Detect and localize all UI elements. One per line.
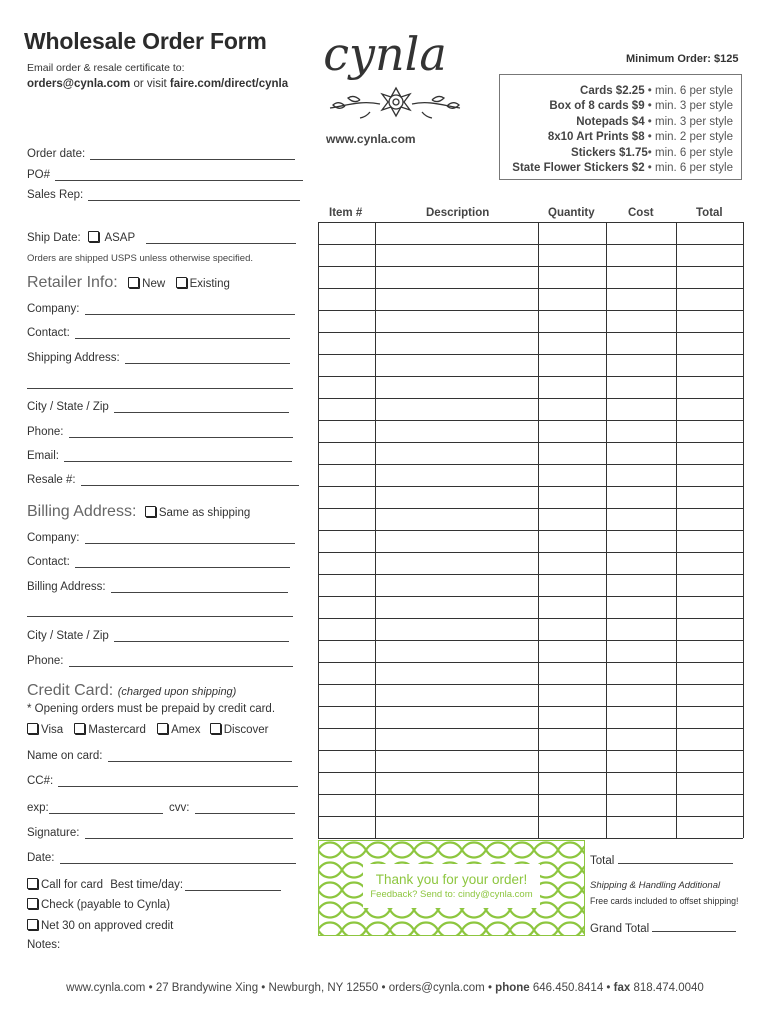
table-row-line [318, 354, 743, 355]
name-on-card-field[interactable]: Name on card: [27, 750, 292, 762]
price-list-box [499, 74, 742, 180]
order-date-field[interactable]: Order date: [27, 148, 295, 160]
website-url[interactable]: www.cynla.com [326, 132, 416, 146]
shipping-address-field[interactable]: Shipping Address: [27, 352, 290, 364]
resale-field[interactable]: Resale #: [27, 474, 299, 486]
footer-address: 27 Brandywine Xing [155, 982, 259, 994]
table-row-line [318, 332, 743, 333]
price-row: 8x10 Art Prints $8 • min. 2 per style [547, 131, 733, 143]
check-checkbox[interactable] [27, 898, 38, 909]
billing-phone-field[interactable]: Phone: [27, 655, 293, 667]
table-row-line [318, 552, 743, 553]
billing-contact-field[interactable]: Contact: [27, 556, 290, 568]
billing-address-heading: Billing Address: Same as shipping [27, 503, 251, 520]
thank-you-message: Thank you for your order! [375, 872, 528, 887]
retailer-company-field[interactable]: Company: [27, 303, 295, 315]
table-row-line [318, 684, 743, 685]
call-for-card-checkbox[interactable] [27, 878, 38, 889]
existing-checkbox[interactable] [176, 277, 187, 288]
retailer-contact-field[interactable]: Contact: [27, 327, 290, 339]
billing-company-field[interactable]: Company: [27, 532, 295, 544]
cvv-input[interactable] [195, 804, 295, 814]
cynla-logo [300, 22, 470, 150]
footer-fax-label: fax [613, 982, 631, 994]
table-column-line [606, 222, 607, 838]
billing-address-line2[interactable] [27, 605, 293, 617]
thank-you-panel [318, 840, 585, 936]
table-row-line [318, 442, 743, 443]
footer-phone-label: phone [495, 982, 530, 994]
price-row: Cards $2.25 • min. 6 per style [580, 85, 733, 97]
table-row-line [318, 266, 743, 267]
notes-label: Notes: [27, 939, 61, 951]
table-row-line [318, 728, 743, 729]
table-row-line [318, 772, 743, 773]
logo-icon [300, 22, 470, 132]
order-table[interactable] [318, 222, 743, 838]
table-row-line [318, 618, 743, 619]
table-row-line [318, 376, 743, 377]
exp-input[interactable] [49, 804, 163, 814]
same-as-shipping-checkbox[interactable] [145, 506, 156, 517]
email-line [27, 78, 288, 90]
asap-checkbox[interactable] [88, 231, 99, 242]
total-field[interactable]: Total [590, 854, 733, 867]
card-type-options: Visa Mastercard Amex Discover [27, 723, 268, 736]
price-row: Stickers $1.75• min. 6 per style [571, 147, 733, 159]
new-checkbox[interactable] [128, 277, 139, 288]
table-row-line [318, 574, 743, 575]
logo-wordmark: cynla [323, 27, 447, 81]
table-row-line [318, 288, 743, 289]
or-visit-text: or visit [133, 78, 167, 90]
shipping-handling-note: Shipping & Handling Additional [590, 880, 721, 891]
table-row-line [318, 816, 743, 817]
footer-fax: 818.474.0040 [633, 982, 704, 994]
col-quantity: Quantity [548, 207, 595, 219]
table-column-line [676, 222, 677, 838]
date-field[interactable]: Date: [27, 852, 296, 864]
shipping-address-line2[interactable] [27, 377, 293, 389]
table-row-line [318, 244, 743, 245]
sales-rep-field[interactable]: Sales Rep: [27, 189, 300, 201]
retailer-info-heading: Retailer Info: New Existing [27, 274, 230, 291]
free-cards-note: Free cards included to offset shipping! [590, 896, 739, 906]
exp-cvv-field: exp: cvv: [27, 802, 295, 814]
table-row-line [318, 486, 743, 487]
discover-checkbox[interactable] [210, 723, 221, 734]
table-row-line [318, 398, 743, 399]
table-row-line [318, 310, 743, 311]
faire-link[interactable]: faire.com/direct/cynla [169, 78, 289, 90]
table-row-line [318, 838, 743, 839]
footer-email[interactable]: orders@cynla.com [388, 982, 485, 994]
billing-city-field[interactable]: City / State / Zip [27, 630, 289, 642]
net30-option: Net 30 on approved credit [27, 919, 173, 932]
col-total: Total [696, 207, 723, 219]
signature-field[interactable]: Signature: [27, 827, 293, 839]
table-row-line [318, 640, 743, 641]
po-field[interactable]: PO# [27, 169, 303, 181]
table-row-line [318, 464, 743, 465]
best-time-input[interactable] [185, 881, 281, 891]
table-row-line [318, 530, 743, 531]
retailer-email-field[interactable]: Email: [27, 450, 292, 462]
retailer-city-field[interactable]: City / State / Zip [27, 401, 289, 413]
prepaid-note: * Opening orders must be prepaid by credit card. [27, 703, 276, 715]
footer-city: Newburgh, NY 12550 [268, 982, 379, 994]
col-description: Description [426, 207, 490, 219]
cc-number-field[interactable]: CC#: [27, 775, 298, 787]
table-row-line [318, 706, 743, 707]
table-row-line [318, 596, 743, 597]
check-option: Check (payable to Cynla) [27, 898, 170, 911]
table-column-line [538, 222, 539, 838]
billing-address-field[interactable]: Billing Address: [27, 581, 288, 593]
footer: www.cynla.com • 27 Brandywine Xing • Newburgh, NY 12550 • orders@cynla.com • phone 646.450.8414 • fax 818.474.0040 [66, 982, 704, 994]
grand-total-field[interactable]: Grand Total [590, 922, 736, 935]
footer-site[interactable]: www.cynla.com [66, 982, 146, 994]
col-cost: Cost [628, 207, 654, 219]
retailer-phone-field[interactable]: Phone: [27, 426, 293, 438]
table-column-line [318, 222, 319, 838]
amex-checkbox[interactable] [157, 723, 168, 734]
table-column-line [743, 222, 744, 838]
ship-date-field: Ship Date: ASAP [27, 231, 296, 244]
mastercard-checkbox[interactable] [74, 723, 85, 734]
table-column-line [375, 222, 376, 838]
email-instructions: Email order & resale certificate to: [27, 62, 185, 74]
col-item-number: Item # [329, 207, 363, 219]
table-row-line [318, 662, 743, 663]
table-row-line [318, 750, 743, 751]
table-row-line [318, 420, 743, 421]
table-row-line [318, 794, 743, 795]
table-row-line [318, 508, 743, 509]
net30-checkbox[interactable] [27, 919, 38, 930]
price-row: Notepads $4 • min. 3 per style [576, 116, 733, 128]
shipping-note: Orders are shipped USPS unless otherwise specified. [27, 253, 254, 264]
call-for-card-option: Call for card Best time/day: [27, 878, 281, 891]
minimum-order: Minimum Order: $125 [626, 53, 739, 65]
order-email-link[interactable]: orders@cynla.com [27, 78, 131, 90]
credit-card-heading: Credit Card: (charged upon shipping) [27, 682, 237, 699]
price-row: State Flower Stickers $2 • min. 6 per style [512, 162, 733, 174]
footer-phone: 646.450.8414 [532, 982, 604, 994]
ship-date-input[interactable] [146, 234, 296, 244]
feedback-email[interactable]: Feedback? Send to: cindy@cynla.com [370, 889, 533, 900]
price-row: Box of 8 cards $9 • min. 3 per style [549, 100, 733, 112]
table-row-line [318, 222, 743, 223]
visa-checkbox[interactable] [27, 723, 38, 734]
page-title: Wholesale Order Form [24, 28, 267, 54]
